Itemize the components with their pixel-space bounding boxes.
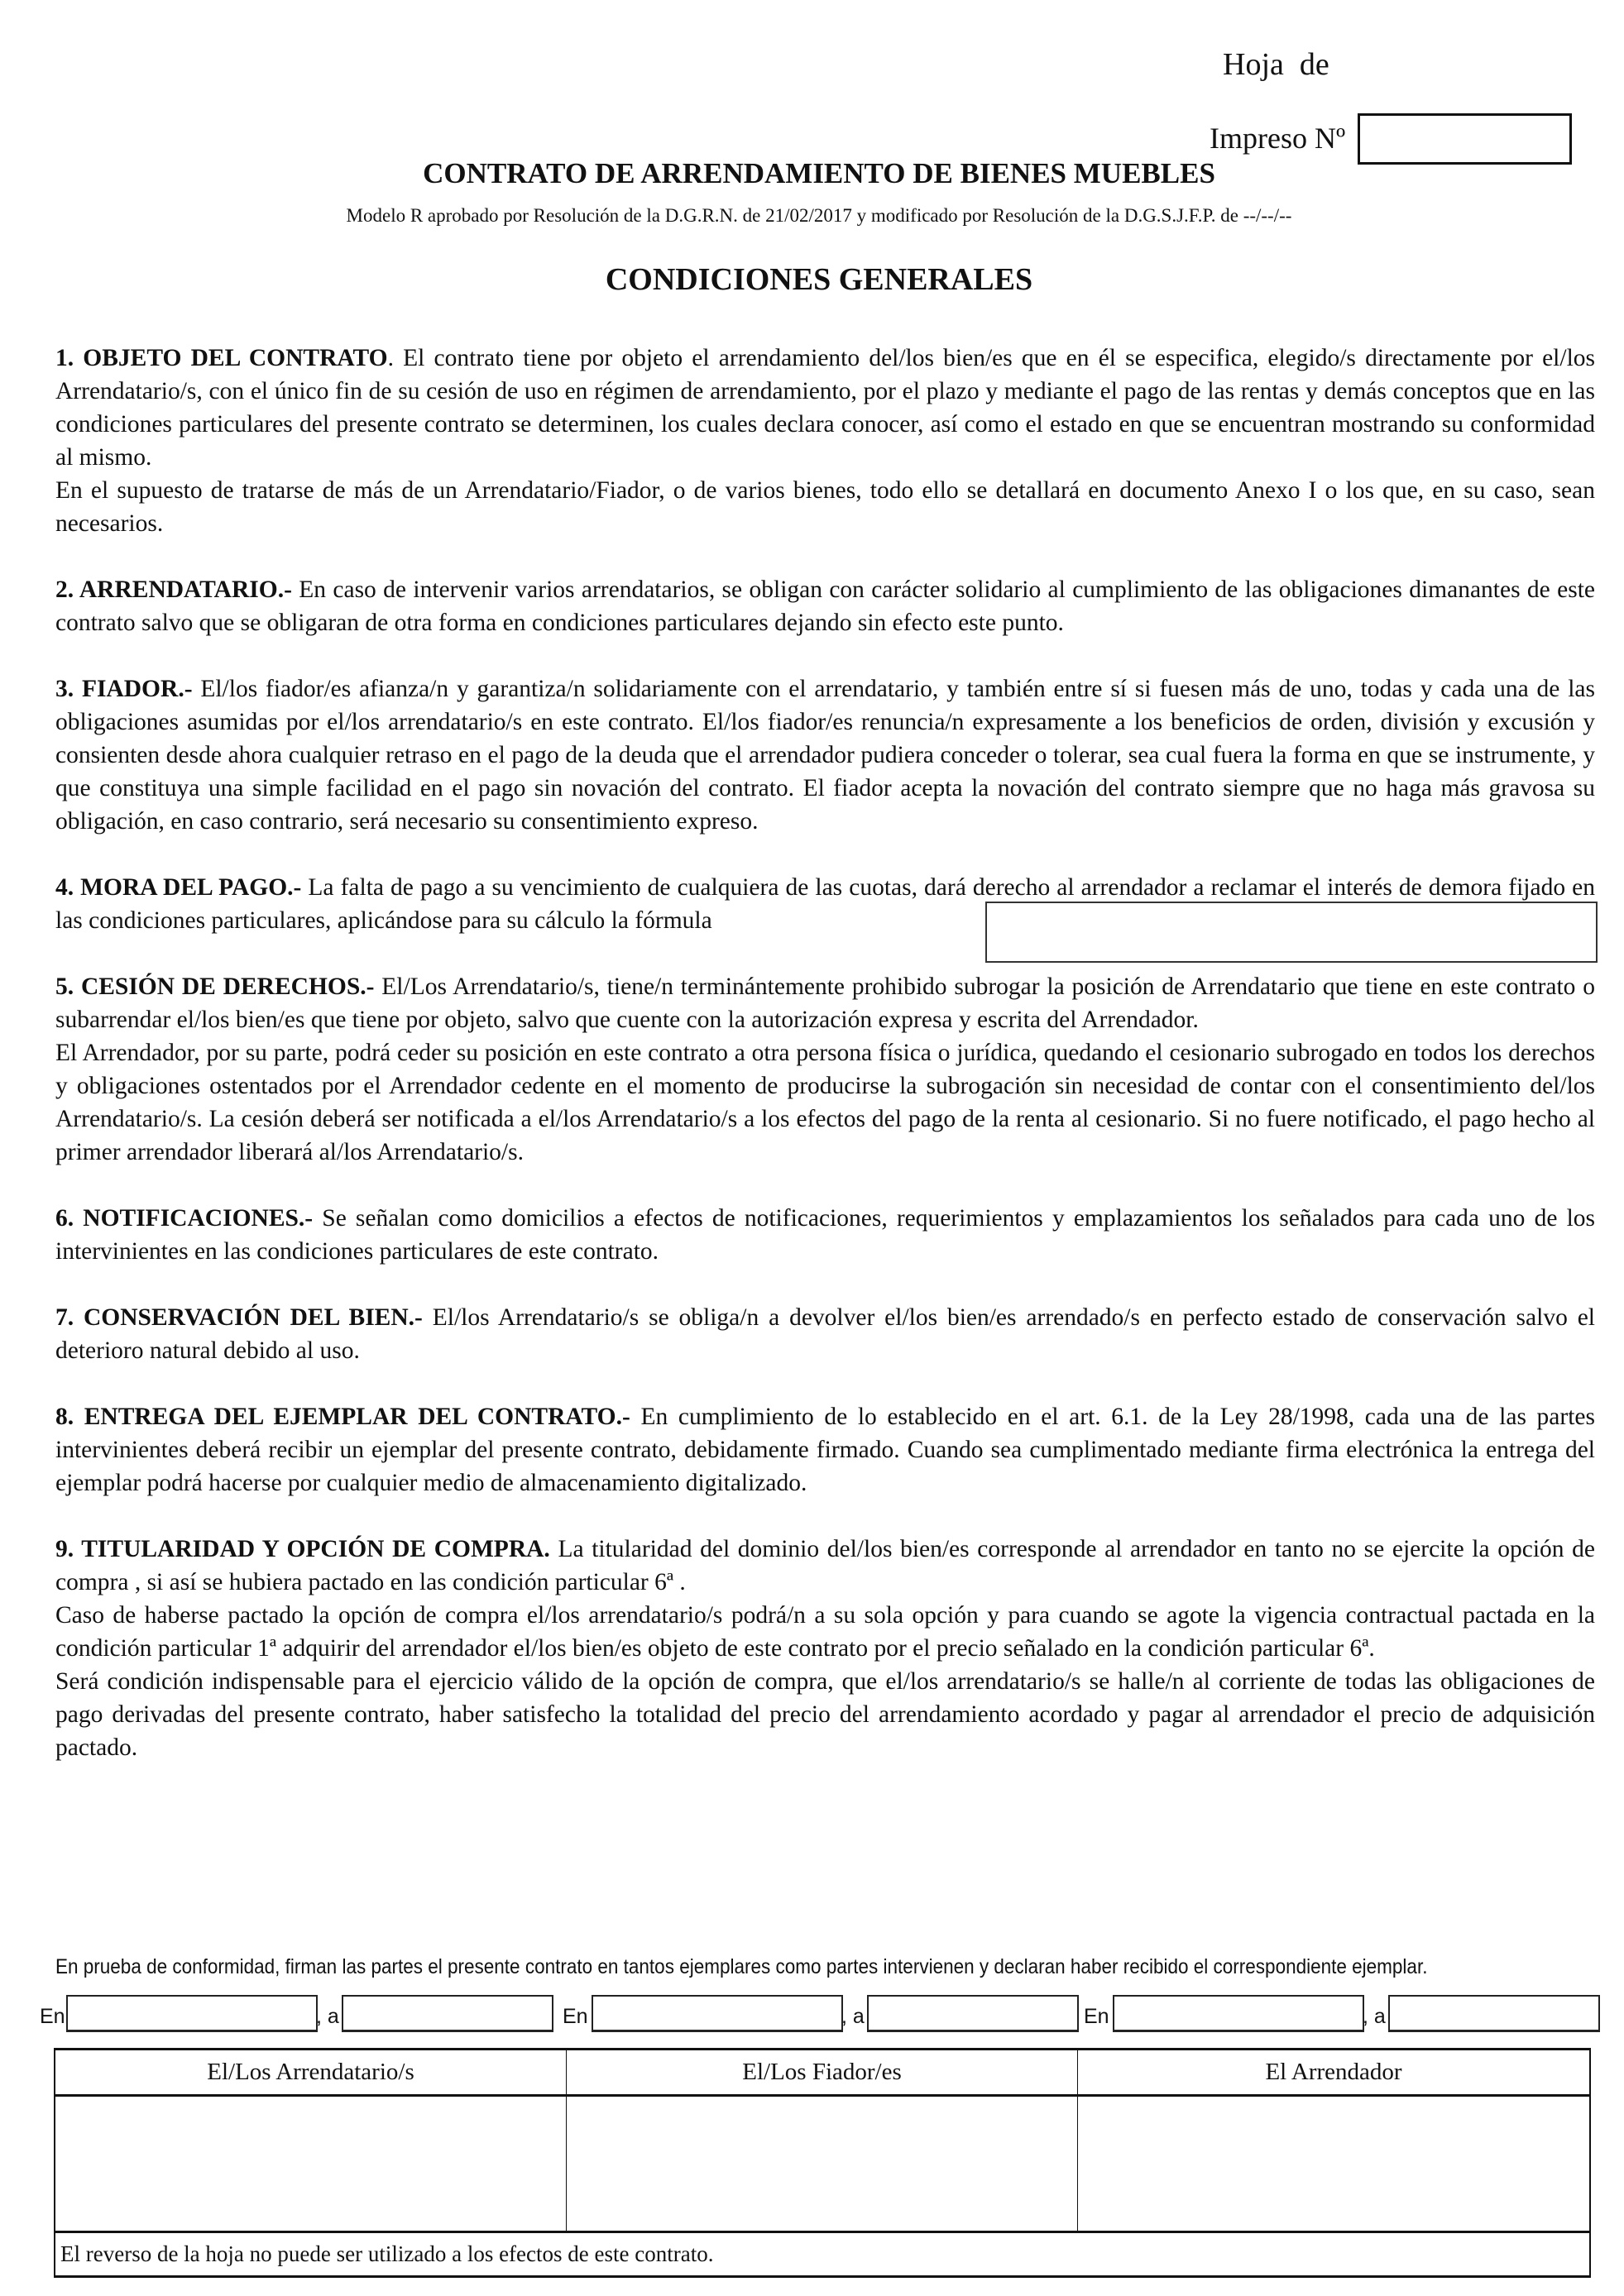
separator	[630, 1404, 641, 1430]
signature-table	[54, 2048, 1591, 2278]
clause-heading: 3. FIADOR	[55, 676, 179, 702]
place-field-3[interactable]	[1113, 1995, 1364, 2032]
reverse-notice: El reverso de la hoja no puede ser utilizado a los efectos de este contrato.	[55, 2231, 1589, 2275]
a-label: , a	[841, 2005, 865, 2028]
clause-text: El/los fiador/es afianza/n y garantiza/n solidariamente con el arrendatario, y también entre sí si fuesen más de uno, todas y cada una de las obligaciones asumidas por el/los arrendatario/s en este contrato. El/los fiador/es renuncia/n expresamente a los beneficios de orden, división y excusión y consienten desde ahora cualquier retraso en el pago de la deuda que el arrendador pudiera conceder o tolerar, sea cual fuera la forma en que se instrumente, y que constituya una simple facilidad en el pago sin novación del contrato. El fiador acepta la novación del contrato siempre que no haga más gravosa su obligación, en caso contrario, será necesario su consentimiento expreso.	[55, 676, 1595, 835]
clause-7	[55, 1301, 1595, 1367]
sheet-label: Hoja de	[1223, 47, 1329, 82]
clause-3	[55, 672, 1595, 838]
clause-text: En el supuesto de tratarse de más de un Arrendatario/Fiador, o de varios bienes, todo ello se detallará en documento Anexo I o los que, en su caso, sean necesarios.	[55, 477, 1595, 537]
a-label: , a	[1363, 2005, 1386, 2028]
section-title: CONDICIONES GENERALES	[605, 262, 1033, 297]
clause-text: En cumplimiento de lo establecido en el art. 6.1. de la Ley 28/1998, cada una de las partes intervinientes deberá recibir un ejemplar del presente contrato, debidamente firmado. Cuando sea cumplimentado mediante firma electrónica la entrega del ejemplar podrá hacerse por cualquier medio de almacenamiento digitalizado.	[55, 1404, 1595, 1496]
clause-text: El contrato tiene por objeto el arrendamiento del/los bien/es que en él se especifica, elegido/s directamente por el/los Arrendatario/s, con el único fin de su cesión de uso en régimen de arrendamiento, por el plazo y mediante el pago de las rentas y demás conceptos que en las condiciones particulares del presente contrato se determinen, los cuales declara conocer, así como el estado en que se encuentran mostrando su conformidad al mismo.	[55, 345, 1595, 471]
separator: .-	[287, 874, 309, 901]
separator: .-	[277, 576, 299, 603]
clause-text: El/Los Arrendatario/s, tiene/n terminántemente prohibido subrogar la posición de Arrendatario que tiene en este contrato o subarrendar el/los bien/es que tiene por objeto, salvo que cuente con la autorización expresa y escrita del Arrendador.	[55, 973, 1595, 1033]
document-subtitle: Modelo R aprobado por Resolución de la D.G.R.N. de 21/02/2017 y modificado por Resolución de la D.G.S.J.F.P. de --/--/--	[346, 205, 1292, 226]
column-header: El/Los Arrendatario/s	[55, 2050, 566, 2097]
clause-text: La titularidad del dominio del/los bien/es corresponde al arrendador en tanto no se ejercite la opción de compra , si así se hubiera pactado en las condición particular 6ª .	[55, 1536, 1596, 1595]
clause-1	[55, 342, 1595, 540]
signature-cell-arrendador[interactable]	[1078, 2050, 1589, 2231]
clause-heading: 6. NOTIFICACIONES	[55, 1205, 299, 1232]
clause-text: La falta de pago a su vencimiento de cualquiera de las cuotas, dará derecho al arrendador a reclamar el interés de demora fijado en las condiciones particulares, aplicándose para su cálculo la fórmula	[55, 874, 1595, 934]
form-number-label: Impreso Nº	[1210, 122, 1346, 155]
clause-9	[55, 1533, 1595, 1764]
separator: .-	[178, 676, 201, 702]
date-field-3[interactable]	[1388, 1995, 1600, 2032]
interest-formula-field[interactable]	[985, 902, 1598, 963]
clause-6	[55, 1202, 1595, 1268]
separator: .	[387, 345, 404, 371]
clause-heading: 7. CONSERVACIÓN DEL BIEN	[55, 1304, 409, 1331]
separator: .-	[360, 973, 382, 1000]
date-field-2[interactable]	[867, 1995, 1079, 2032]
place-date-row	[40, 1995, 1612, 2036]
separator: .-	[408, 1304, 433, 1331]
en-label: En	[40, 2005, 65, 2028]
conformity-note: En prueba de conformidad, firman las partes el presente contrato en tantos ejemplares como partes intervienen y declaran haber recibido el correspondiente ejemplar.	[55, 1955, 1428, 1978]
clause-heading: 8. ENTREGA DEL EJEMPLAR DEL CONTRATO.-	[55, 1404, 630, 1430]
clause-text: En caso de intervenir varios arrendatarios, se obligan con carácter solidario al cumplimiento de las obligaciones dimanantes de este contrato salvo que se obligaran de otra forma en condiciones particulares dejando sin efecto este punto.	[55, 576, 1595, 636]
column-header: El Arrendador	[1078, 2050, 1589, 2097]
clause-heading: 4. MORA DEL PAGO	[55, 874, 288, 901]
clause-8	[55, 1400, 1595, 1500]
clause-text: Se señalan como domicilios a efectos de notificaciones, requerimientos y emplazamientos los señalados para cada uno de los intervinientes en las condiciones particulares de este contrato.	[55, 1205, 1596, 1265]
en-label: En	[563, 2005, 588, 2028]
place-field-2[interactable]	[592, 1995, 843, 2032]
clause-text: Caso de haberse pactado la opción de compra el/los arrendatario/s podrá/n a su sola opción y para cuando se agote la vigencia contractual pactada en la condición particular 1ª adquirir del arrendador el/los bien/es objeto de este contrato por el precio señalado en la condición particular 6ª.	[55, 1602, 1595, 1662]
document-title: CONTRATO DE ARRENDAMIENTO DE BIENES MUEBLES	[423, 157, 1215, 189]
column-header: El/Los Fiador/es	[567, 2050, 1077, 2097]
clause-heading: 2. ARRENDATARIO	[55, 576, 278, 603]
date-field-1[interactable]	[342, 1995, 553, 2032]
clause-heading: 9. TITULARIDAD Y OPCIÓN DE COMPRA.	[55, 1536, 550, 1562]
clause-heading: 5. CESIÓN DE DERECHOS	[55, 973, 361, 1000]
clause-2	[55, 573, 1595, 639]
clause-5	[55, 970, 1595, 1169]
clause-text: El/los Arrendatario/s se obliga/n a devolver el/los bien/es arrendado/s en perfecto estado de conservación salvo el deterioro natural debido al uso.	[55, 1304, 1595, 1364]
signature-cell-fiador[interactable]	[567, 2050, 1078, 2231]
separator: .-	[298, 1205, 323, 1232]
signature-cell-arrendatario[interactable]	[55, 2050, 567, 2231]
clause-heading: 1. OBJETO DEL CONTRATO	[55, 345, 388, 371]
clause-text: Será condición indispensable para el ejercicio válido de la opción de compra, que el/los arrendatario/s se halle/n al corriente de todas las obligaciones de pago derivadas del presente contrato, haber satisfecho la totalidad del precio del arrendamiento acordado y pagar al arrendador el precio de adquisición pactado.	[55, 1668, 1595, 1761]
en-label: En	[1084, 2005, 1109, 2028]
place-field-1[interactable]	[66, 1995, 318, 2032]
a-label: , a	[316, 2005, 339, 2028]
clause-text: El Arrendador, por su parte, podrá ceder su posición en este contrato a otra persona física o jurídica, quedando el cesionario subrogado en todos los derechos y obligaciones ostentados por el Arrendador cedente en el momento de producirse la subrogación sin necesidad de contar con el consentimiento del/los Arrendatario/s. La cesión deberá ser notificada a el/los Arrendatario/s a los efectos del pago de la renta al cesionario. Si no fuere notificado, el pago hecho al primer arrendador liberará al/los Arrendatario/s.	[55, 1040, 1595, 1165]
